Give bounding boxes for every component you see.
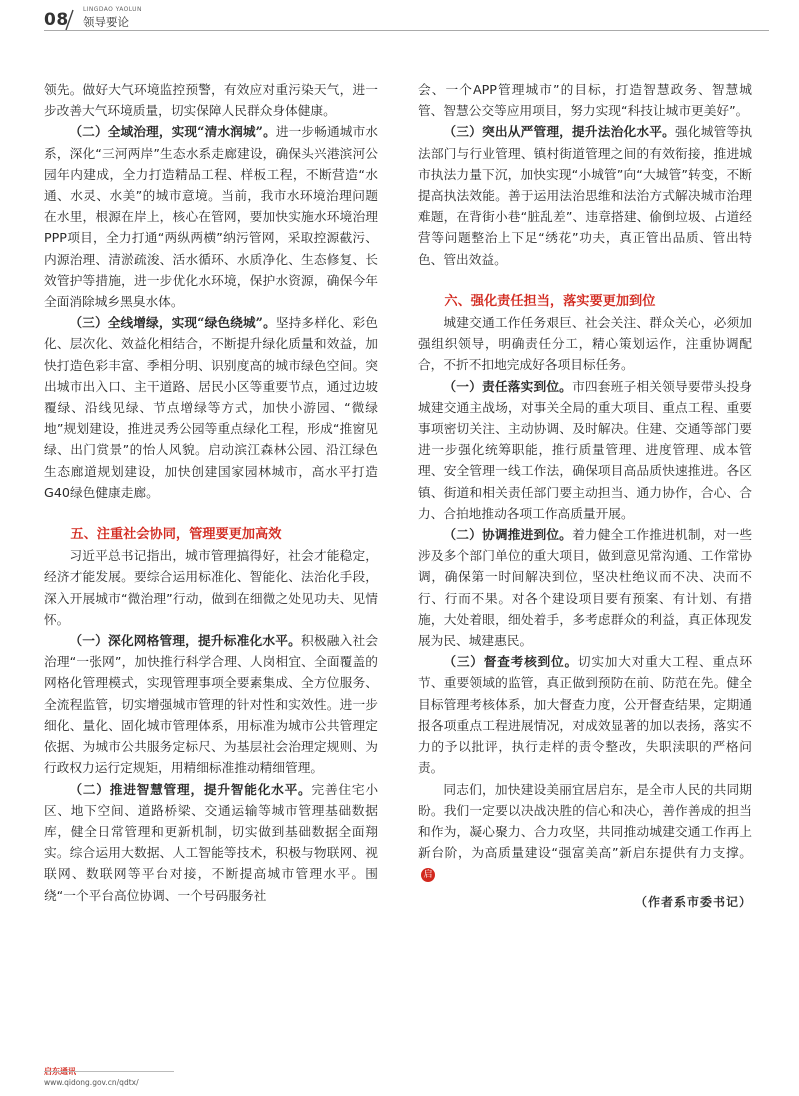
footer-url[interactable]: www.qidong.gov.cn/qdtx/ [44, 1078, 139, 1087]
paragraph: 习近平总书记指出，城市管理搞得好，社会才能稳定，经济才能发展。要综合运用标准化、智能化、法治化手段，深入开展城市“微治理”行动，做到在细微之处见功夫、见情怀。 [44, 548, 378, 627]
paragraph-body: 同志们，加快建设美丽宜居启东，是全市人民的共同期盼。我们一定要以决战决胜的信心和决心，善作善成的担当和作为，凝心聚力、合力攻坚，共同推动城建交通工作再上新台阶，为高质量建设“强富美高”新启东提供有力支撑。 [418, 781, 752, 861]
paragraph [418, 651, 752, 778]
paragraph [44, 779, 378, 906]
section-heading: 六、强化责任担当，落实要更加到位 [444, 293, 656, 309]
paragraph: 会、一个APP管理城市”的目标，打造智慧政务、智慧城管、智慧公交等应用项目，努力实现“科技让城市更美好”。 [418, 82, 752, 119]
end-mark-icon: 启 [421, 868, 435, 882]
footer-rule [44, 1071, 174, 1072]
paragraph [418, 376, 752, 524]
paragraph-body: 进一步畅通城市水系，深化“三河两岸”生态水系走廊建设，确保头兴港滨河公园年内建成，全力打造精品工程、样板工程，不断营造“水通、水灵、水美”的城市意境。当前，我市水环境治理问题在水里，根源在岸上，核心在管网，要加快实施水环境治理PPP项目，全力打通“两纵两横”纳污管网，采取控源截污、内源治理、清淤疏浚、活水循环、水质净化、生态修复、长效管护等措施，进一步优化水环境，保护水资源，确保今年全面消除城乡黑臭水体。 [44, 124, 378, 310]
paragraph [418, 779, 752, 885]
paragraph [418, 524, 752, 651]
paragraph-body: 市四套班子相关领导要带头投身城建交通主战场，对事关全局的重大项目、重点工程、重要事项密切关注、主动协调、及时解决。住建、交通等部门要进一步强化统筹职能，推行质量管理、进度管理、成本管理、安全管理一线工作法，确保项目高品质快速推进。各区镇、街道和相关责任部门要主动担当、通力协作，合心、合力、合拍地推动各项工作高质量开展。 [418, 378, 753, 521]
paragraph-body: 着力健全工作推进机制，对一些涉及多个部门单位的重大项目，做到意见常沟通、工作常协调，确保第一时间解决到位，坚决杜绝议而不决、决而不行、行而不果。对各个建设项目要有预案、有计划、有措施，大处着眼，细处着手，多考虑群众的利益，真正体现发展为民、城建惠民。 [418, 527, 753, 649]
paragraph [44, 121, 378, 312]
paragraph-lead: （二）协调推进到位。 [443, 527, 573, 543]
header-rule [44, 30, 769, 31]
paragraph-body: 完善住宅小区、地下空间、道路桥梁、交通运输等城市管理基础数据库，健全日常管理和更新机制，切实做到基础数据全面翔实。综合运用大数据、人工智能等技术，积极与物联网、视联网、数联网等平台对接，不断提高城市管理水平。围绕“一个平台高位协调、一个号码服务社 [44, 781, 379, 903]
paragraph-body: 坚持多样化、彩色化、层次化、效益化相结合，不断提升绿化质量和效益，加快打造色彩丰富、季相分明、识别度高的城市绿色空间。突出城市出入口、主干道路、居民小区等重要节点，通过边坡覆绿、沿线见绿、节点增绿等方式，加快小游园、“微绿地”规划建设，推进灵秀公园等重点绿化工程，形成“推窗见绿、出门赏景”的怡人风貌。启动滨江森林公园、沿江绿色生态廊道规划建设，加快创建国家园林城市，高水平打造G40绿色健康走廊。 [44, 315, 378, 500]
section-heading: 五、注重社会协同，管理要更加高效 [70, 527, 282, 543]
paragraph [44, 630, 378, 778]
section-title: 领导要论 [83, 15, 129, 29]
paragraph-lead: （三）督查考核到位。 [443, 654, 578, 670]
paragraph-body: 切实加大对重大工程、重点环节、重要领域的监管，真正做到预防在前、防范在先。健全目标管理考核体系，加大督查力度，公开督查结果，定期通报各项重点工程进展情况，对成效显著的加以表扬，落实不力的予以批评，执行走样的责令整改，失职渎职的严格问责。 [418, 654, 753, 776]
paragraph-lead: （一）责任落实到位。 [443, 378, 573, 394]
right-column [418, 79, 752, 910]
header-slash-decoration [64, 8, 74, 32]
paragraph: 城建交通工作任务艰巨、社会关注、群众关心，必须加强组织领导，明确责任分工，精心策划运作，注重协调配合，不折不扣地完成好各项目标任务。 [418, 315, 752, 373]
paragraph-lead: （三）全线增绿，实现“绿色绕城”。 [69, 315, 276, 331]
page-number: 08 [44, 10, 69, 30]
paragraph-lead: （一）深化网格管理，提升标准化水平。 [69, 633, 301, 649]
left-column [44, 79, 378, 906]
paragraph-body: 强化城管等执法部门与行业管理、镇村街道管理之间的有效衔接，推进城市执法力量下沉，加快实现“小城管”向“大城管”转变，不断提高执法效能。善于运用法治思维和法治方式解决城市治理难题，在背街小巷“脏乱差”、违章搭建、偷倒垃圾、占道经营等问题整治上下足“绣花”功夫，真正管出品质、管出特色、管出效益。 [418, 124, 753, 267]
author-signature: （作者系市委书记） [634, 894, 752, 909]
paragraph-lead: （二）推进智慧管理，提升智能化水平。 [69, 781, 312, 797]
paragraph [418, 121, 752, 269]
header-pinyin: LINGDAO YAOLUN [83, 6, 142, 13]
paragraph-lead: （二）全域治理，实现“清水润城”。 [69, 124, 276, 140]
paragraph-body: 积极融入社会治理“一张网”，加快推行科学合理、人岗相宜、全面覆盖的网格化管理模式，实现管理事项全要素集成、全方位服务、全流程监管，切实增强城市管理的针对性和实效性。进一步细化、量化、固化城市管理体系，用标准为城市公共管理定依据、为城市公共服务定标尺、为基层社会治理定规则、为行政权力运行定规矩，用精细标准推动精细管理。 [44, 633, 379, 776]
paragraph: 领先。做好大气环境监控预警，有效应对重污染天气，进一步改善大气环境质量，切实保障人民群众身体健康。 [44, 82, 378, 119]
paragraph-lead: （三）突出从严管理，提升法治化水平。 [443, 124, 675, 140]
paragraph [44, 312, 378, 503]
